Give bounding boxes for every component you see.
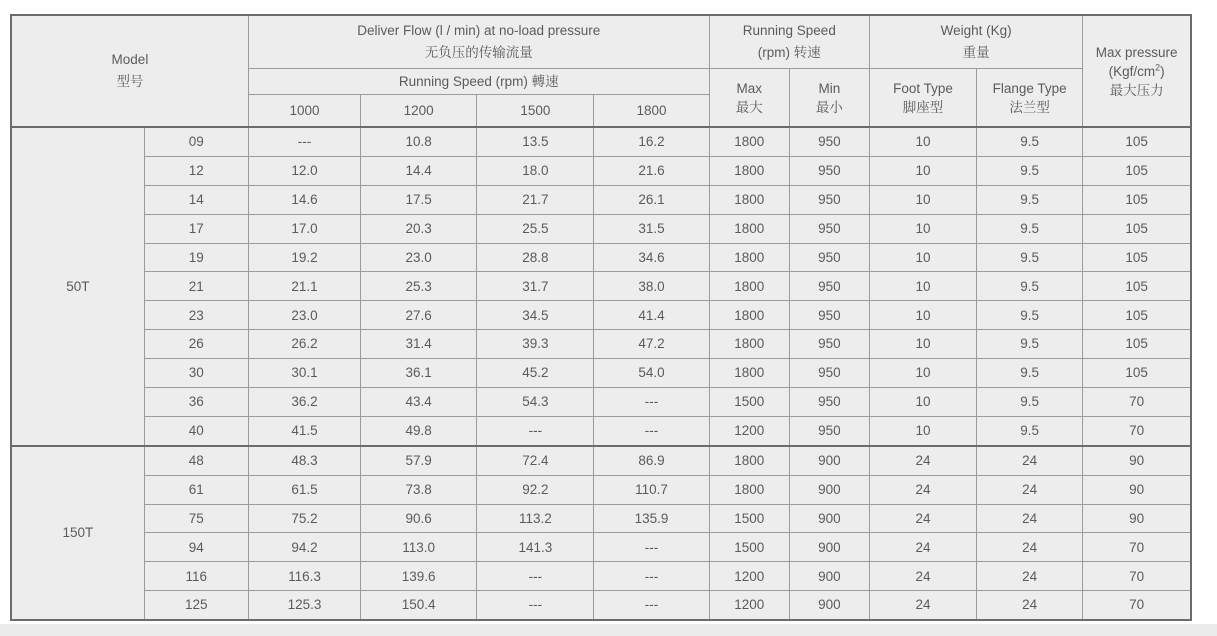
cell-model: 48 [144, 446, 248, 475]
cell-flow-1000: 23.0 [248, 301, 360, 330]
header-weight [869, 15, 1082, 69]
header-model [11, 15, 248, 127]
cell-flow-1800: 135.9 [594, 504, 709, 533]
cell-speed-min: 900 [789, 591, 869, 620]
cell-model: 23 [144, 301, 248, 330]
page-section-divider [0, 624, 1217, 636]
header-speed-max-en: Max [736, 80, 762, 96]
cell-flow-1800: --- [594, 591, 709, 620]
cell-weight-flange: 9.5 [977, 359, 1083, 388]
cell-model: 09 [144, 127, 248, 156]
cell-flow-1000: 116.3 [248, 562, 360, 591]
cell-weight-flange: 9.5 [977, 243, 1083, 272]
cell-flow-1200: 49.8 [361, 416, 477, 445]
cell-flow-1000: --- [248, 127, 360, 156]
cell-flow-1200: 90.6 [361, 504, 477, 533]
cell-flow-1200: 10.8 [361, 127, 477, 156]
cell-weight-flange: 9.5 [977, 156, 1083, 185]
header-speed-max-zh: 最大 [735, 99, 763, 115]
cell-max-pressure: 105 [1083, 214, 1191, 243]
cell-flow-1500: --- [477, 562, 594, 591]
table-row [11, 185, 1191, 214]
cell-flow-1500: 21.7 [477, 185, 594, 214]
cell-model: 116 [144, 562, 248, 591]
cell-max-pressure: 70 [1083, 591, 1191, 620]
cell-flow-1800: --- [594, 533, 709, 562]
cell-max-pressure: 90 [1083, 446, 1191, 475]
cell-weight-foot: 10 [869, 359, 976, 388]
cell-flow-1200: 113.0 [361, 533, 477, 562]
cell-speed-min: 950 [789, 330, 869, 359]
cell-weight-flange: 9.5 [977, 388, 1083, 417]
table-row [11, 243, 1191, 272]
cell-flow-1000: 26.2 [248, 330, 360, 359]
cell-max-pressure: 70 [1083, 416, 1191, 445]
cell-max-pressure: 70 [1083, 562, 1191, 591]
table-row [11, 388, 1191, 417]
cell-speed-max: 1200 [709, 591, 789, 620]
cell-weight-flange: 24 [977, 475, 1083, 504]
cell-weight-flange: 9.5 [977, 330, 1083, 359]
table-row [11, 272, 1191, 301]
cell-flow-1200: 23.0 [361, 243, 477, 272]
header-speed-max [709, 69, 789, 128]
header-flow-speed-row: Running Speed (rpm) 轉速 [248, 69, 709, 95]
cell-weight-foot: 10 [869, 156, 976, 185]
cell-flow-1800: 38.0 [594, 272, 709, 301]
header-max-pressure [1083, 15, 1191, 127]
cell-max-pressure: 105 [1083, 156, 1191, 185]
cell-flow-1000: 36.2 [248, 388, 360, 417]
header-speed-1800: 1800 [594, 95, 709, 128]
cell-speed-max: 1800 [709, 330, 789, 359]
cell-speed-max: 1800 [709, 243, 789, 272]
cell-max-pressure: 70 [1083, 533, 1191, 562]
cell-max-pressure: 70 [1083, 388, 1191, 417]
cell-flow-1000: 125.3 [248, 591, 360, 620]
cell-weight-flange: 9.5 [977, 185, 1083, 214]
cell-speed-min: 950 [789, 127, 869, 156]
cell-weight-foot: 10 [869, 214, 976, 243]
cell-weight-foot: 10 [869, 301, 976, 330]
cell-flow-1500: 92.2 [477, 475, 594, 504]
cell-weight-foot: 24 [869, 562, 976, 591]
header-speed-1500: 1500 [477, 95, 594, 128]
cell-model: 94 [144, 533, 248, 562]
table-row [11, 127, 1191, 156]
cell-flow-1000: 14.6 [248, 185, 360, 214]
header-flange-type-en: Flange Type [992, 80, 1067, 96]
header-weight-en: Weight (Kg) [940, 23, 1012, 38]
cell-flow-1000: 19.2 [248, 243, 360, 272]
table-row [11, 330, 1191, 359]
cell-speed-min: 900 [789, 562, 869, 591]
cell-flow-1500: 45.2 [477, 359, 594, 388]
cell-weight-foot: 24 [869, 475, 976, 504]
header-deliver-flow-en: Deliver Flow (l / min) at no-load pressure [357, 23, 601, 38]
header-running-speed-en: Running Speed [742, 23, 836, 38]
cell-flow-1800: 26.1 [594, 185, 709, 214]
cell-weight-foot: 24 [869, 446, 976, 475]
cell-speed-min: 950 [789, 416, 869, 445]
cell-model: 26 [144, 330, 248, 359]
spec-table-container [10, 14, 1192, 621]
cell-speed-max: 1800 [709, 156, 789, 185]
cell-weight-foot: 24 [869, 591, 976, 620]
cell-weight-foot: 10 [869, 330, 976, 359]
table-row [11, 359, 1191, 388]
header-max-pressure-zh: 最大压力 [1109, 82, 1164, 98]
cell-flow-1200: 14.4 [361, 156, 477, 185]
cell-flow-1500: --- [477, 591, 594, 620]
cell-weight-foot: 10 [869, 388, 976, 417]
cell-flow-1500: 34.5 [477, 301, 594, 330]
cell-max-pressure: 105 [1083, 127, 1191, 156]
table-row [11, 504, 1191, 533]
cell-flow-1200: 17.5 [361, 185, 477, 214]
cell-flow-1200: 20.3 [361, 214, 477, 243]
cell-weight-flange: 9.5 [977, 127, 1083, 156]
cell-flow-1800: 41.4 [594, 301, 709, 330]
cell-flow-1500: 13.5 [477, 127, 594, 156]
cell-flow-1000: 75.2 [248, 504, 360, 533]
cell-max-pressure: 105 [1083, 330, 1191, 359]
cell-flow-1000: 17.0 [248, 214, 360, 243]
cell-weight-foot: 10 [869, 416, 976, 445]
cell-speed-max: 1800 [709, 185, 789, 214]
cell-max-pressure: 90 [1083, 475, 1191, 504]
table-row [11, 591, 1191, 620]
cell-weight-foot: 10 [869, 272, 976, 301]
cell-speed-max: 1800 [709, 214, 789, 243]
cell-flow-1800: --- [594, 388, 709, 417]
table-row [11, 562, 1191, 591]
cell-flow-1200: 57.9 [361, 446, 477, 475]
cell-speed-max: 1800 [709, 301, 789, 330]
header-foot-type [869, 69, 976, 128]
cell-flow-1000: 30.1 [248, 359, 360, 388]
cell-weight-flange: 9.5 [977, 416, 1083, 445]
cell-speed-max: 1500 [709, 504, 789, 533]
cell-flow-1500: 54.3 [477, 388, 594, 417]
cell-flow-1200: 73.8 [361, 475, 477, 504]
cell-flow-1800: --- [594, 562, 709, 591]
cell-model: 12 [144, 156, 248, 185]
model-group-label: 150T [11, 446, 144, 620]
header-speed-1000: 1000 [248, 95, 360, 128]
cell-speed-min: 950 [789, 388, 869, 417]
cell-speed-min: 950 [789, 243, 869, 272]
cell-weight-flange: 24 [977, 562, 1083, 591]
cell-speed-max: 1800 [709, 127, 789, 156]
model-group-label: 50T [11, 127, 144, 446]
cell-speed-min: 950 [789, 359, 869, 388]
header-speed-min [789, 69, 869, 128]
cell-flow-1000: 21.1 [248, 272, 360, 301]
header-model-zh: 型号 [116, 74, 144, 89]
cell-model: 40 [144, 416, 248, 445]
cell-model: 14 [144, 185, 248, 214]
table-row [11, 156, 1191, 185]
cell-max-pressure: 105 [1083, 359, 1191, 388]
cell-model: 75 [144, 504, 248, 533]
cell-speed-min: 900 [789, 504, 869, 533]
cell-flow-1200: 27.6 [361, 301, 477, 330]
cell-flow-1000: 48.3 [248, 446, 360, 475]
cell-max-pressure: 105 [1083, 185, 1191, 214]
header-flange-type-zh: 法兰型 [1009, 99, 1050, 115]
cell-weight-foot: 10 [869, 243, 976, 272]
cell-speed-min: 950 [789, 272, 869, 301]
cell-flow-1800: 110.7 [594, 475, 709, 504]
cell-speed-max: 1500 [709, 388, 789, 417]
header-running-speed [709, 15, 869, 69]
table-row [11, 301, 1191, 330]
cell-flow-1500: 18.0 [477, 156, 594, 185]
cell-model: 36 [144, 388, 248, 417]
cell-flow-1200: 43.4 [361, 388, 477, 417]
cell-flow-1200: 31.4 [361, 330, 477, 359]
cell-flow-1200: 25.3 [361, 272, 477, 301]
cell-weight-foot: 10 [869, 127, 976, 156]
cell-weight-flange: 24 [977, 504, 1083, 533]
cell-flow-1800: 86.9 [594, 446, 709, 475]
cell-model: 61 [144, 475, 248, 504]
cell-speed-min: 900 [789, 533, 869, 562]
cell-weight-flange: 24 [977, 446, 1083, 475]
cell-weight-flange: 9.5 [977, 301, 1083, 330]
cell-flow-1500: 39.3 [477, 330, 594, 359]
cell-speed-min: 950 [789, 214, 869, 243]
cell-flow-1500: --- [477, 416, 594, 445]
cell-model: 17 [144, 214, 248, 243]
cell-flow-1000: 12.0 [248, 156, 360, 185]
cell-speed-min: 950 [789, 185, 869, 214]
cell-flow-1000: 94.2 [248, 533, 360, 562]
cell-flow-1500: 25.5 [477, 214, 594, 243]
cell-max-pressure: 105 [1083, 243, 1191, 272]
header-max-pressure-unit: $(Kgf/cm^2)$ [1108, 62, 1165, 79]
cell-max-pressure: 105 [1083, 301, 1191, 330]
header-row-1 [11, 15, 1191, 69]
cell-weight-flange: 9.5 [977, 272, 1083, 301]
cell-speed-max: 1800 [709, 272, 789, 301]
cell-model: 125 [144, 591, 248, 620]
cell-flow-1500: 141.3 [477, 533, 594, 562]
header-foot-type-en: Foot Type [893, 80, 953, 96]
cell-flow-1200: 36.1 [361, 359, 477, 388]
table-row [11, 416, 1191, 445]
cell-flow-1000: 41.5 [248, 416, 360, 445]
cell-weight-flange: 24 [977, 533, 1083, 562]
header-running-speed-zh: (rpm) 转速 [757, 45, 821, 60]
cell-weight-foot: 24 [869, 533, 976, 562]
cell-model: 21 [144, 272, 248, 301]
cell-flow-1800: 16.2 [594, 127, 709, 156]
cell-flow-1800: --- [594, 416, 709, 445]
cell-speed-min: 900 [789, 446, 869, 475]
cell-speed-max: 1200 [709, 562, 789, 591]
table-row [11, 533, 1191, 562]
cell-speed-max: 1800 [709, 475, 789, 504]
cell-speed-max: 1800 [709, 359, 789, 388]
cell-weight-foot: 10 [869, 185, 976, 214]
table-body [11, 127, 1191, 620]
cell-speed-min: 900 [789, 475, 869, 504]
cell-speed-min: 950 [789, 156, 869, 185]
cell-weight-foot: 24 [869, 504, 976, 533]
cell-max-pressure: 105 [1083, 272, 1191, 301]
pump-spec-table [10, 14, 1192, 621]
cell-flow-1800: 47.2 [594, 330, 709, 359]
header-weight-zh: 重量 [962, 45, 990, 60]
cell-speed-max: 1200 [709, 416, 789, 445]
cell-weight-flange: 9.5 [977, 214, 1083, 243]
cell-flow-1800: 54.0 [594, 359, 709, 388]
header-speed-min-zh: 最小 [815, 99, 843, 115]
cell-flow-1200: 139.6 [361, 562, 477, 591]
header-max-pressure-en: Max pressure [1095, 44, 1178, 60]
cell-speed-max: 1500 [709, 533, 789, 562]
table-row [11, 446, 1191, 475]
cell-flow-1800: 21.6 [594, 156, 709, 185]
cell-weight-flange: 24 [977, 591, 1083, 620]
cell-max-pressure: 90 [1083, 504, 1191, 533]
header-deliver-flow-zh: 无负压的传输流量 [424, 45, 533, 60]
header-model-en: Model [111, 52, 149, 67]
table-row [11, 475, 1191, 504]
cell-flow-1500: 72.4 [477, 446, 594, 475]
cell-flow-1500: 31.7 [477, 272, 594, 301]
cell-model: 19 [144, 243, 248, 272]
table-header [11, 15, 1191, 127]
cell-speed-max: 1800 [709, 446, 789, 475]
cell-flow-1800: 34.6 [594, 243, 709, 272]
header-speed-1200: 1200 [361, 95, 477, 128]
header-speed-min-en: Min [818, 80, 841, 96]
header-deliver-flow [248, 15, 709, 69]
cell-flow-1000: 61.5 [248, 475, 360, 504]
cell-flow-1500: 113.2 [477, 504, 594, 533]
cell-model: 30 [144, 359, 248, 388]
cell-speed-min: 950 [789, 301, 869, 330]
cell-flow-1500: 28.8 [477, 243, 594, 272]
header-foot-type-zh: 脚座型 [902, 99, 944, 115]
table-row [11, 214, 1191, 243]
header-flange-type [977, 69, 1083, 128]
cell-flow-1800: 31.5 [594, 214, 709, 243]
cell-flow-1200: 150.4 [361, 591, 477, 620]
